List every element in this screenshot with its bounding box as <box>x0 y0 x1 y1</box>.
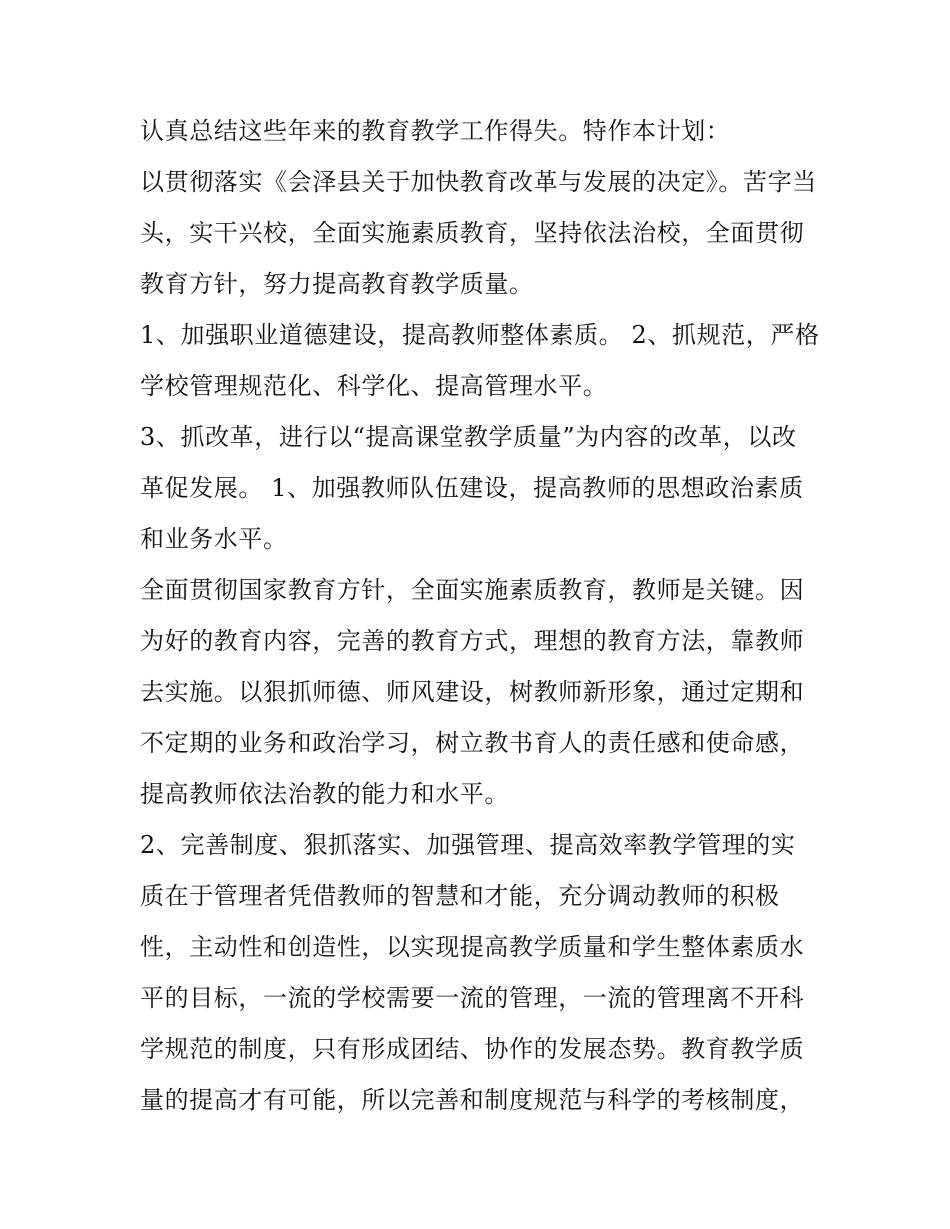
paragraph-teacher-role: 全面贯彻国家教育方针，全面实施素质教育，教师是关键。因为好的教育内容，完善的教育方式，理想的教育方法，靠教师去实施。以狠抓师德、师风建设，树教师新形象，通过定期和不定期的业务和政治学习，树立教书育人的责任感和使命感，提高教师依法治教的能力和水平。 <box>140 576 805 808</box>
paragraph-intro: 认真总结这些年来的教育教学工作得失。特作本计划： <box>140 117 731 145</box>
paragraph-goals-1-2: 1、加强职业道德建设，提高教师整体素质。 2、抓规范，严格学校管理规范化、科学化、提高管理水平。 <box>140 321 820 400</box>
paragraph-goal-3: 3、抓改革，进行以“提高课堂教学质量”为内容的改革，以改革促发展。 1、加强教师队伍建设，提高教师的思想政治素质和业务水平。 <box>140 423 804 553</box>
paragraph-guiding-principle: 以贯彻落实《会泽县关于加快教育改革与发展的决定》。苦字当头，实干兴校，全面实施素质教育，坚持依法治校，全面贯彻教育方针，努力提高教育教学质量。 <box>140 168 817 298</box>
document-body <box>140 106 820 1126</box>
paragraph-management-system: 2、完善制度、狠抓落实、加强管理、提高效率教学管理的实质在于管理者凭借教师的智慧和才能，充分调动教师的积极性，主动性和创造性，以实现提高教学质量和学生整体素质水平的目标，一流的学校需要一流的管理，一流的管理离不开科学规范的制度，只有形成团结、协作的发展态势。教育教学质量的提高才有可能，所以完善和制度规范与科学的考核制度， <box>140 831 805 1114</box>
